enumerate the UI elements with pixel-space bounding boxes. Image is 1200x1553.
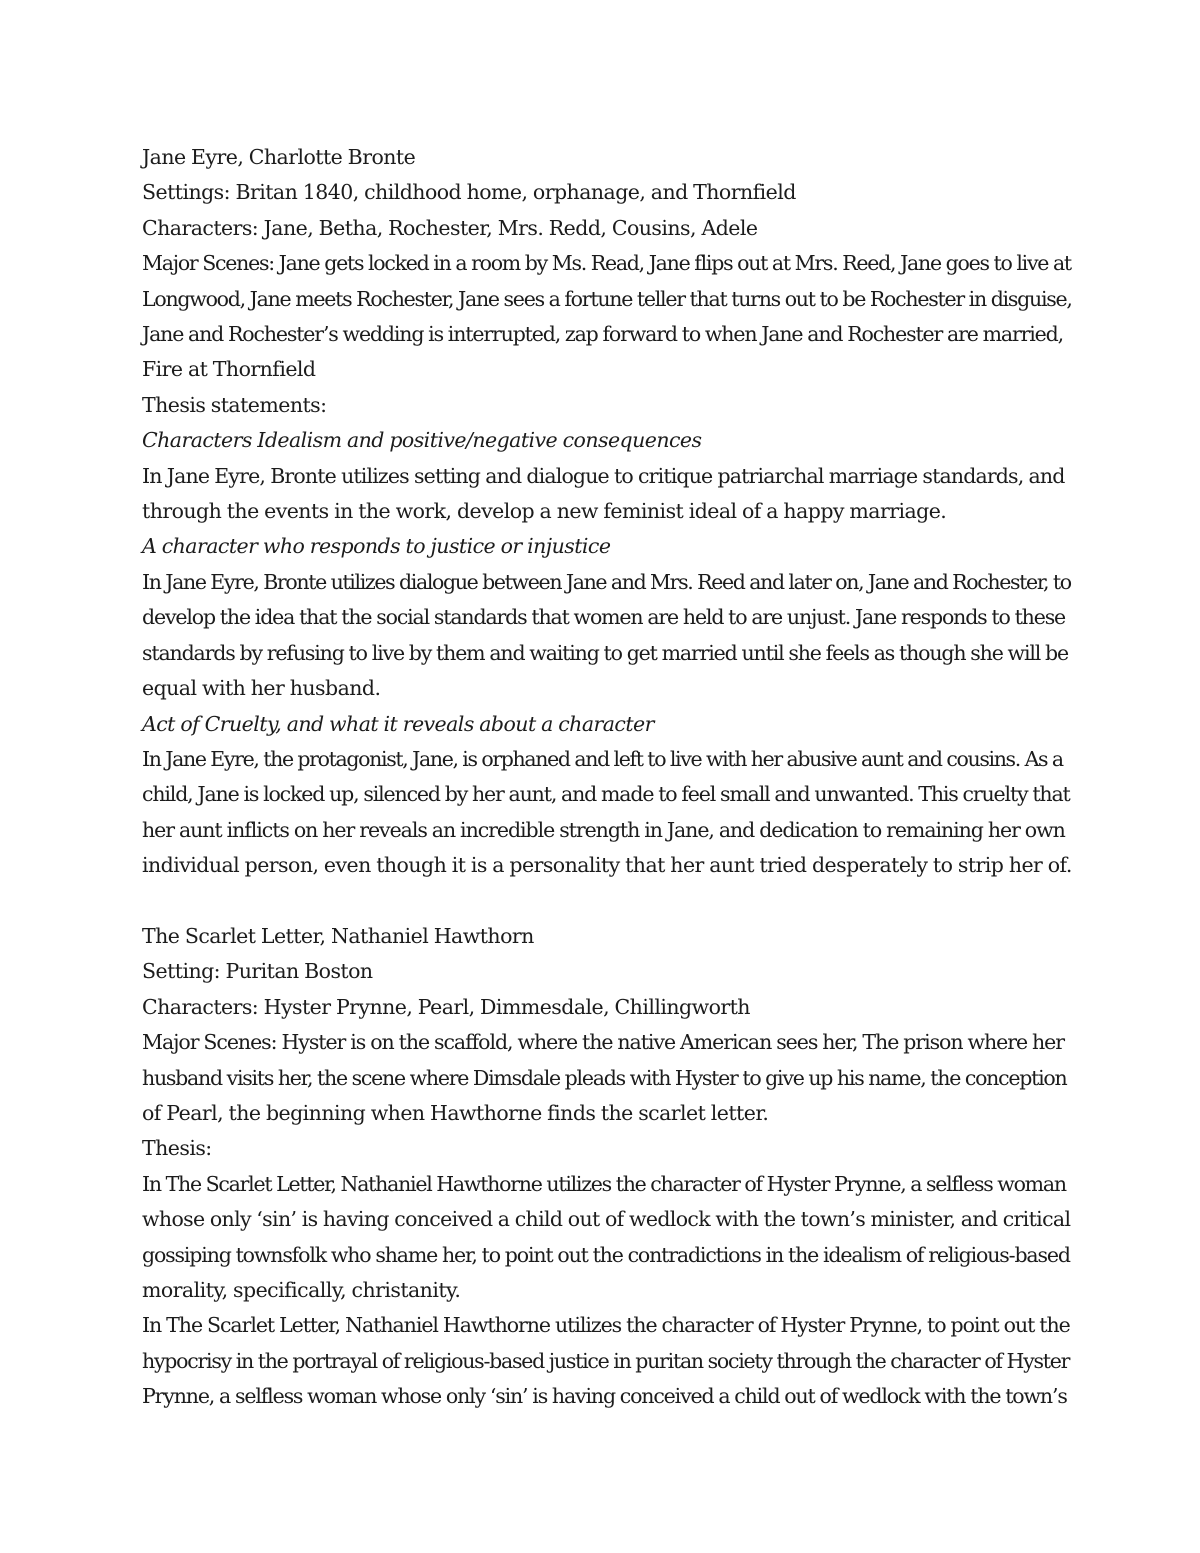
text-line: morality, specifically, christanity. — [142, 1277, 461, 1302]
text-line: husband visits her, the scene where Dimsdale pleads with Hyster to give up his name, the conception — [142, 1065, 1067, 1090]
text-line: In The Scarlet Letter, Nathaniel Hawthorne utilizes the character of Hyster Prynne, a selfless woman — [142, 1171, 1066, 1196]
scarlet-letter-characters: Characters: Hyster Prynne, Pearl, Dimmesdale, Chillingworth — [142, 994, 750, 1019]
jane-eyre-major-scenes — [142, 246, 1072, 388]
text-line: her aunt inflicts on her reveals an incredible strength in Jane, and dedication to remaining her own — [142, 817, 1065, 842]
jane-eyre-settings: Settings: Britan 1840, childhood home, orphanage, and Thornfield — [142, 180, 796, 205]
text-line: child, Jane is locked up, silenced by her aunt, and made to feel small and unwanted. This cruelty that — [142, 782, 1070, 807]
jane-eyre-characters: Characters: Jane, Betha, Rochester, Mrs. Redd, Cousins, Adele — [142, 215, 758, 240]
thesis-paragraph — [142, 459, 1065, 530]
text-line: Fire at Thornfield — [142, 357, 316, 382]
jane-eyre-thesis-heading: Thesis statements: — [142, 392, 327, 417]
book-title-jane-eyre: Jane Eyre, Charlotte Bronte — [142, 145, 416, 169]
document-body — [142, 140, 1072, 1415]
text-line: In The Scarlet Letter, Nathaniel Hawthorne utilizes the character of Hyster Prynne, to point out the — [142, 1313, 1070, 1338]
text-line: of Pearl, the beginning when Hawthorne finds the scarlet letter. — [142, 1100, 769, 1125]
text-line: Major Scenes: Jane gets locked in a room by Ms. Read, Jane flips out at Mrs. Reed, Jane goes to live at — [142, 251, 1071, 276]
thesis-paragraph — [142, 1308, 1070, 1414]
book-title-scarlet-letter: The Scarlet Letter, Nathaniel Hawthorn — [142, 923, 534, 948]
prompt-heading: Characters Idealism and positive/negative consequences — [142, 428, 702, 453]
text-line: Prynne, a selfless woman whose only ‘sin’ is having conceived a child out of wedlock with the town’s — [142, 1384, 1067, 1409]
scarlet-letter-section — [142, 919, 1071, 1415]
thesis-paragraph — [142, 565, 1071, 707]
prompt-heading: A character who responds to justice or injustice — [142, 534, 611, 559]
text-line: Jane and Rochester’s wedding is interrupted, zap forward to when Jane and Rochester are married, — [142, 322, 1063, 347]
text-line: individual person, even though it is a personality that her aunt tried desperately to strip her of. — [142, 853, 1072, 878]
thesis-paragraph — [142, 742, 1072, 884]
text-line: In Jane Eyre, Bronte utilizes dialogue between Jane and Mrs. Reed and later on, Jane and Rochester, to — [142, 569, 1071, 594]
text-line: through the events in the work, develop a new feminist ideal of a happy marriage. — [142, 499, 947, 524]
text-line: Major Scenes: Hyster is on the scaffold, where the native American sees her, The prison where her — [142, 1030, 1064, 1055]
scarlet-letter-thesis-heading: Thesis: — [142, 1136, 212, 1161]
text-line: develop the idea that the social standards that women are held to are unjust. Jane responds to these — [142, 605, 1066, 630]
text-line: gossiping townsfolk who shame her, to point out the contradictions in the idealism of religious-based — [142, 1242, 1070, 1267]
text-line: hypocrisy in the portrayal of religious-based justice in puritan society through the character of Hyster — [142, 1348, 1070, 1373]
jane-eyre-section — [142, 140, 1072, 884]
blank-line — [142, 884, 1062, 919]
scarlet-letter-setting: Setting: Puritan Boston — [142, 959, 373, 984]
thesis-paragraph — [142, 1167, 1071, 1309]
scarlet-letter-major-scenes — [142, 1025, 1067, 1131]
text-line: In Jane Eyre, Bronte utilizes setting and dialogue to critique patriarchal marriage standards, and — [142, 463, 1065, 488]
text-line: Longwood, Jane meets Rochester, Jane sees a fortune teller that turns out to be Rochester in disguise, — [142, 286, 1072, 311]
text-line: equal with her husband. — [142, 676, 381, 701]
text-line: standards by refusing to live by them and waiting to get married until she feels as though she will be — [142, 640, 1068, 665]
text-line: In Jane Eyre, the protagonist, Jane, is orphaned and left to live with her abusive aunt and cousins. As a — [142, 746, 1063, 771]
text-line: whose only ‘sin’ is having conceived a child out of wedlock with the town’s minister, and critical — [142, 1207, 1071, 1232]
prompt-heading: Act of Cruelty, and what it reveals about a character — [142, 711, 654, 736]
